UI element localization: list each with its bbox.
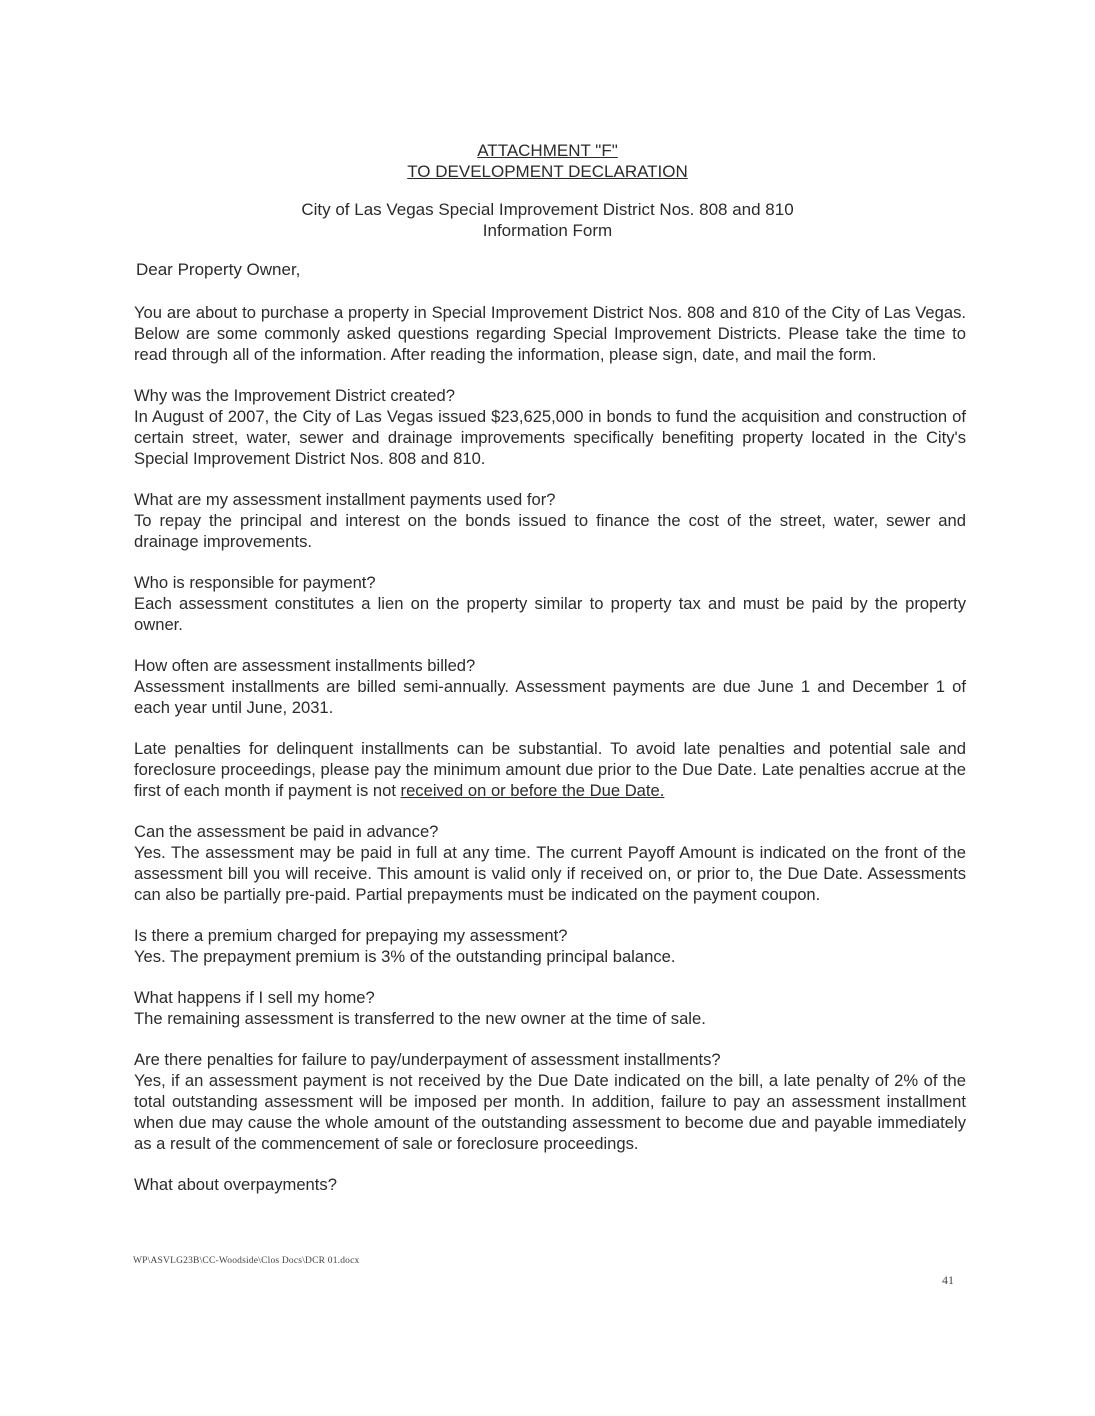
question: What are my assessment installment payments used for? [134, 490, 556, 509]
document-body [134, 302, 966, 1215]
answer: Yes, if an assessment payment is not received by the Due Date indicated on the bill, a late penalty of 2% of the total outstanding assessment will be imposed per month. In addition, failure to pay an assessment installment when due may cause the whole amount of the outstanding assessment to become due and payable immediately as a result of the commencement of sale or foreclosure proceedings. [134, 1071, 966, 1153]
qa-item [134, 655, 966, 718]
answer: The remaining assessment is transferred to the new owner at the time of sale. [134, 1009, 706, 1028]
due-date-emphasis: received on or before the Due Date. [400, 781, 665, 800]
district-title: City of Las Vegas Special Improvement District Nos. 808 and 810 [301, 200, 794, 219]
answer: Yes. The prepayment premium is 3% of the outstanding principal balance. [134, 947, 676, 966]
question: How often are assessment installments billed? [134, 656, 476, 675]
late-penalty-text: Late penalties for delinquent installments can be substantial. To avoid late penalties and potential sale and foreclosure proceedings, please pay the minimum amount due prior to the Due Date. Late penalties accrue at the first of each month if payment is not [134, 739, 966, 800]
attachment-heading [0, 140, 1095, 182]
qa-item [134, 385, 966, 469]
question: Is there a premium charged for prepaying my assessment? [134, 926, 568, 945]
answer: To repay the principal and interest on the bonds issued to finance the cost of the street, water, sewer and drainage improvements. [134, 511, 966, 551]
file-path-footer: WP\ASVLG23B\CC-Woodside\Clos Docs\DCR 01.docx [133, 1256, 360, 1266]
attachment-title: ATTACHMENT "F" [477, 141, 618, 160]
question: What happens if I sell my home? [134, 988, 375, 1007]
answer: Each assessment constitutes a lien on the property similar to property tax and must be paid by the property owner. [134, 594, 966, 634]
answer: Assessment installments are billed semi-annually. Assessment payments are due June 1 and December 1 of each year until June, 2031. [134, 677, 966, 717]
declaration-title: TO DEVELOPMENT DECLARATION [407, 162, 688, 181]
page-number: 41 [942, 1273, 954, 1287]
late-penalty-paragraph [134, 738, 966, 801]
question: Why was the Improvement District created? [134, 386, 455, 405]
question: Are there penalties for failure to pay/underpayment of assessment installments? [134, 1050, 721, 1069]
question: Can the assessment be paid in advance? [134, 822, 439, 841]
qa-item [134, 987, 966, 1029]
intro-paragraph: You are about to purchase a property in Special Improvement District Nos. 808 and 810 of the City of Las Vegas. Below are some commonly asked questions regarding Special Improvement Districts. Please take the time to read through all of the information. After reading the information, please sign, date, and mail the form. [134, 303, 966, 364]
answer: Yes. The assessment may be paid in full at any time. The current Payoff Amount is indicated on the front of the assessment bill you will receive. This amount is valid only if received on, or prior to, the Due Date. Assessments can also be partially pre-paid. Partial prepayments must be indicated on the payment coupon. [134, 843, 966, 904]
qa-item [134, 1049, 966, 1154]
form-name: Information Form [482, 221, 613, 240]
salutation: Dear Property Owner, [136, 260, 301, 279]
qa-item [134, 821, 966, 905]
qa-item [134, 1174, 966, 1195]
qa-item [134, 572, 966, 635]
form-subtitle [0, 199, 1095, 241]
answer: In August of 2007, the City of Las Vegas issued $23,625,000 in bonds to fund the acquisition and construction of certain street, water, sewer and drainage improvements specifically benefiting property located in the City's Special Improvement District Nos. 808 and 810. [134, 407, 966, 468]
question: Who is responsible for payment? [134, 573, 376, 592]
question: What about overpayments? [134, 1175, 337, 1194]
qa-item [134, 925, 966, 967]
qa-item [134, 489, 966, 552]
